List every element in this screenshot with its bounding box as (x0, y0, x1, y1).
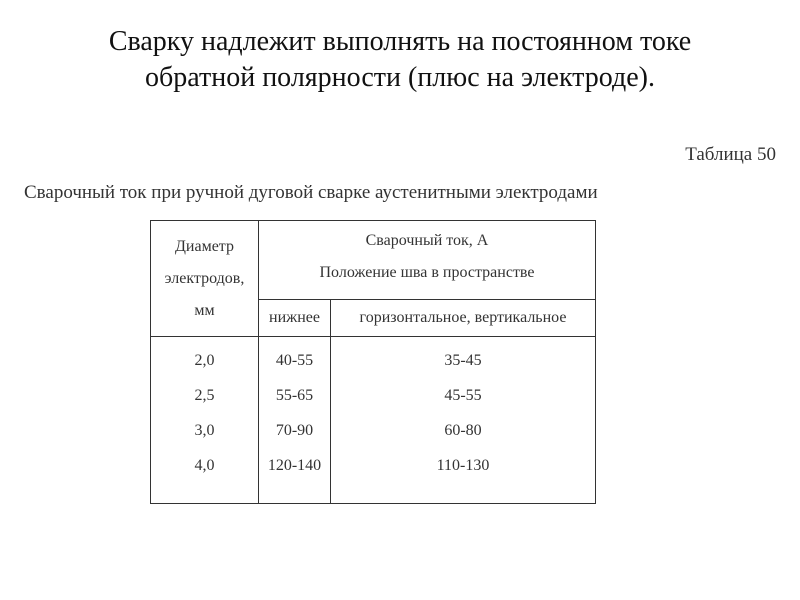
lower-values-cell (259, 337, 331, 504)
diameter-values-cell (151, 337, 259, 504)
current-header-cell (259, 221, 596, 300)
lower-position-header: нижнее (259, 300, 331, 337)
lower-current-value: 55-65 (275, 387, 314, 404)
diameter-value: 2,5 (194, 387, 215, 404)
diameter-value: 4,0 (194, 457, 215, 474)
diameter-value: 3,0 (194, 422, 215, 439)
welding-current-table (150, 220, 596, 504)
page-heading-line-2: обратной полярности (плюс на электроде). (145, 62, 655, 93)
diameter-header-line: электродов, (164, 269, 245, 287)
hv-current-value: 35-45 (444, 352, 482, 369)
current-header-label: Сварочный ток, А (365, 232, 489, 249)
position-header-label: Положение шва в пространстве (319, 264, 535, 281)
table-caption: Сварочный ток при ручной дуговой сварке аустенитными электродами (24, 182, 598, 203)
lower-current-value: 70-90 (275, 422, 314, 439)
table-number: Таблица 50 (685, 144, 776, 165)
hv-current-value: 110-130 (436, 457, 490, 474)
hv-current-value: 60-80 (444, 422, 482, 439)
diameter-header-cell (151, 221, 259, 337)
hv-current-value: 45-55 (444, 387, 482, 404)
diameter-header-line: Диаметр (175, 237, 234, 255)
horizontal-vertical-values-cell (331, 337, 596, 504)
diameter-value: 2,0 (194, 352, 215, 369)
lower-current-value: 120-140 (267, 457, 322, 474)
lower-current-value: 40-55 (275, 352, 314, 369)
page-heading-line-1: Сварку надлежит выполнять на постоянном токе (108, 26, 692, 57)
horizontal-vertical-header: горизонтальное, вертикальное (331, 300, 596, 337)
diameter-header-line: мм (194, 301, 215, 319)
